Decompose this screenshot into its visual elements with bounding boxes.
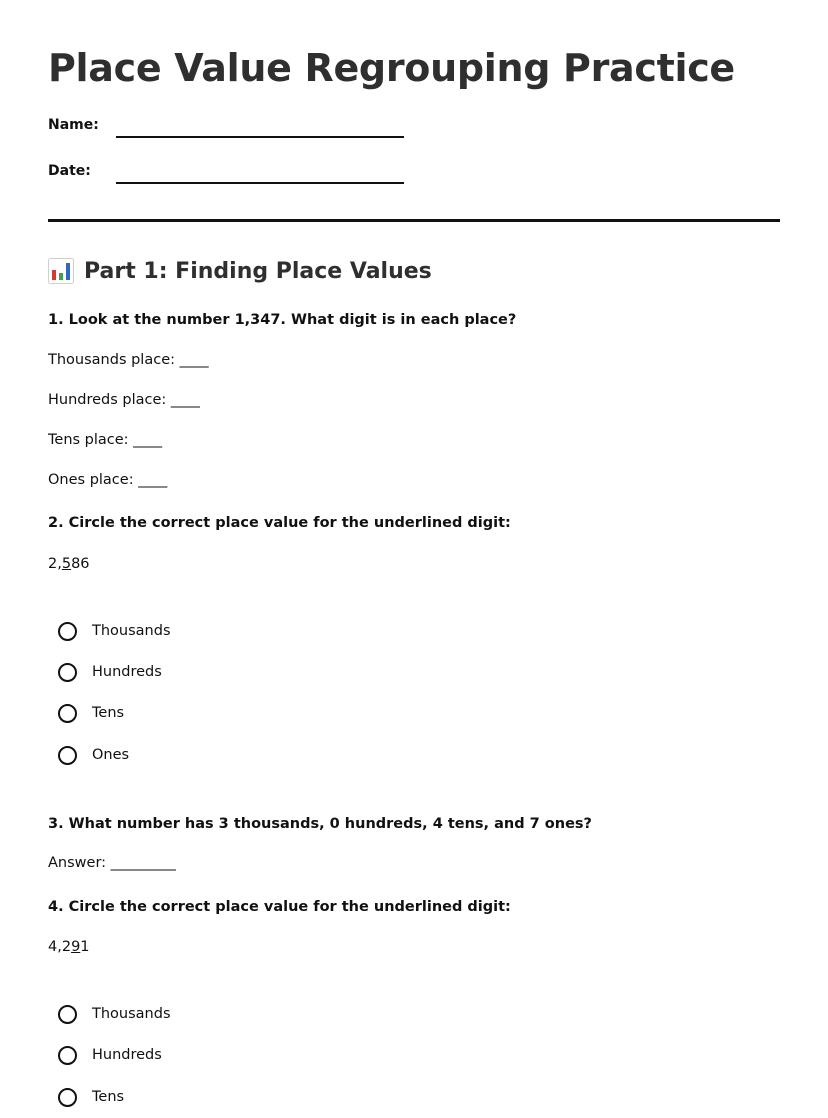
radio-circle-icon[interactable] xyxy=(58,746,77,765)
page-title: Place Value Regrouping Practice xyxy=(48,46,735,90)
q2-option-ones[interactable] xyxy=(58,743,129,767)
q1-hundreds-line[interactable]: Hundreds place: ____ xyxy=(48,392,200,408)
q2-option-hundreds[interactable] xyxy=(58,660,162,684)
q2-underlined-digit: 5 xyxy=(61,556,72,572)
q1-tens-line[interactable]: Tens place: ____ xyxy=(48,432,163,448)
radio-circle-icon[interactable] xyxy=(58,704,77,723)
date-input-line[interactable] xyxy=(116,182,404,184)
option-label: Thousands xyxy=(92,623,171,639)
q4-option-tens[interactable] xyxy=(58,1085,124,1109)
q4-option-hundreds[interactable] xyxy=(58,1043,162,1067)
name-input-line[interactable] xyxy=(116,136,404,138)
q2-number-before: 2, xyxy=(48,556,62,572)
radio-circle-icon[interactable] xyxy=(58,1005,77,1024)
option-label: Hundreds xyxy=(92,1047,162,1063)
option-label: Hundreds xyxy=(92,664,162,680)
q2-number xyxy=(48,556,90,572)
question-3-prompt: 3. What number has 3 thousands, 0 hundreds, 4 tens, and 7 ones? xyxy=(48,816,592,832)
question-1-prompt: 1. Look at the number 1,347. What digit is in each place? xyxy=(48,312,517,328)
section-title-part-1 xyxy=(48,258,432,284)
q4-option-thousands[interactable] xyxy=(58,1002,171,1026)
option-label: Tens xyxy=(92,705,125,721)
q1-thousands-line[interactable]: Thousands place: ____ xyxy=(48,352,209,368)
q4-number-before: 4,2 xyxy=(48,939,72,955)
date-label: Date: xyxy=(48,163,91,179)
q3-answer-line[interactable]: Answer: _________ xyxy=(48,855,176,871)
q2-option-thousands[interactable] xyxy=(58,619,171,643)
question-4-prompt: 4. Circle the correct place value for the underlined digit: xyxy=(48,899,511,915)
radio-circle-icon[interactable] xyxy=(58,1046,77,1065)
q4-underlined-digit: 9 xyxy=(71,939,81,955)
option-label: Tens xyxy=(92,1089,125,1105)
name-field[interactable] xyxy=(48,117,448,141)
radio-circle-icon[interactable] xyxy=(58,622,77,641)
option-label: Thousands xyxy=(92,1006,171,1022)
q1-ones-line[interactable]: Ones place: ____ xyxy=(48,472,168,488)
q4-number-after: 1 xyxy=(80,939,90,955)
q4-number xyxy=(48,939,90,955)
question-2-prompt: 2. Circle the correct place value for the underlined digit: xyxy=(48,515,511,531)
radio-circle-icon[interactable] xyxy=(58,663,77,682)
name-label: Name: xyxy=(48,117,99,133)
bar-chart-icon xyxy=(48,258,74,284)
radio-circle-icon[interactable] xyxy=(58,1088,77,1107)
option-label: Ones xyxy=(92,747,130,763)
q2-option-tens[interactable] xyxy=(58,701,124,725)
q2-number-after: 86 xyxy=(71,556,90,572)
header-divider xyxy=(48,219,780,222)
date-field[interactable] xyxy=(48,163,448,187)
section-title-text: Part 1: Finding Place Values xyxy=(84,258,432,284)
